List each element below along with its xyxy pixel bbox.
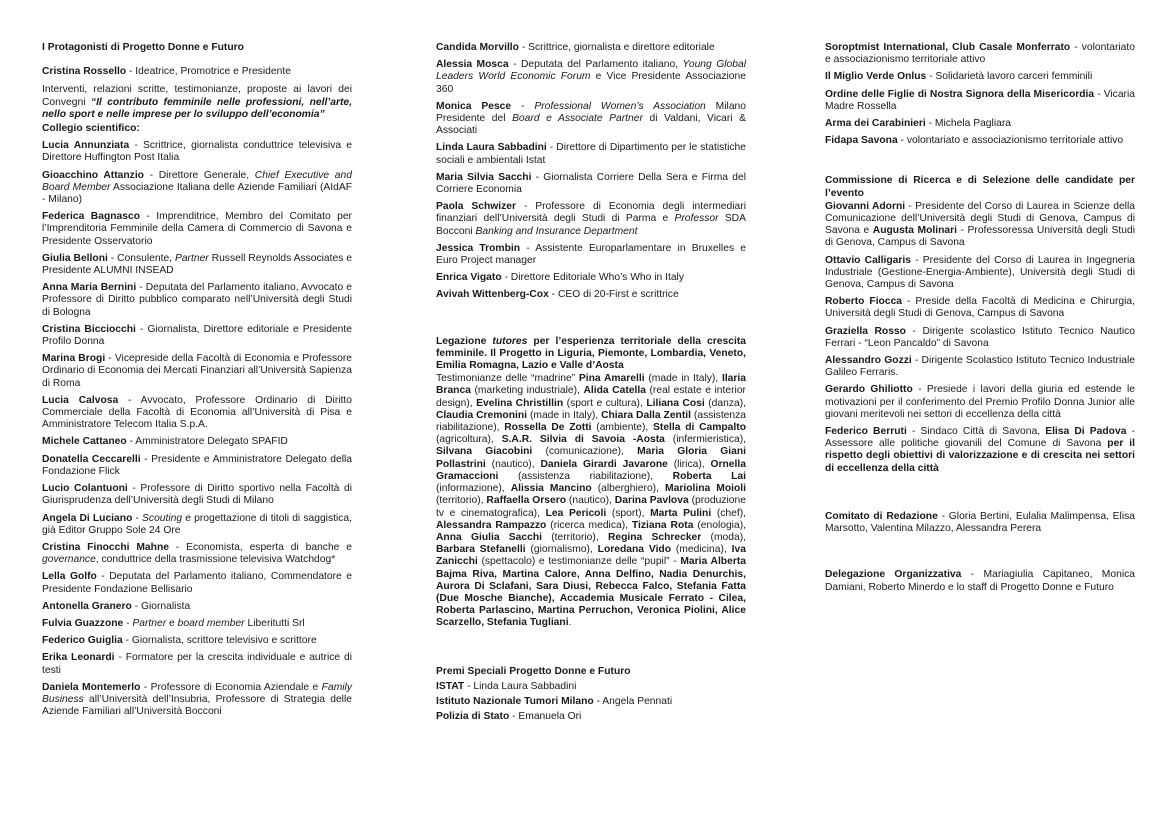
emphasis-run: Rossella De Zotti <box>504 422 592 434</box>
paragraph <box>436 59 746 96</box>
emphasis-run: Cristina Bicciocchi <box>42 323 136 335</box>
paragraph <box>825 71 1135 83</box>
emphasis-run: governance <box>42 554 96 566</box>
text-run: - <box>511 100 535 112</box>
text-run: (infermieristica), <box>664 434 746 446</box>
emphasis-run: Alessia Mosca <box>436 59 509 71</box>
text-run: Russell Reynolds Associates e Presidente ALUMNI INSEAD <box>42 252 352 277</box>
paragraph <box>825 255 1135 292</box>
column-middle <box>436 38 746 723</box>
emphasis-run: “Il contributo femminile nelle professioni, nell’arte, nello sport e nelle imprese per lo sviluppo dell’economia” <box>42 96 352 120</box>
text-run: - volontariato e associazionismo territoriale attivo <box>825 42 1135 66</box>
emphasis-run: S.A.R. Silvia di Savoia -Aosta <box>501 434 665 446</box>
paragraph <box>825 296 1135 320</box>
emphasis-run: Jessica Trombin <box>436 242 521 254</box>
text-run: - Gloria Bertini, Eulalia Malimpensa, Elisa Marsotto, Valentina Milazzo, Alessandra Perera <box>825 510 1135 535</box>
column-right <box>825 38 1135 594</box>
emphasis-run: Enrica Vigato <box>436 272 502 284</box>
emphasis-run: Loredana Vido <box>597 544 672 556</box>
paragraph <box>42 513 352 537</box>
emphasis-run: Elisa Di Padova <box>1045 426 1127 438</box>
text-run: - Imprenditrice, Membro del Comitato per l’Imprenditoria Femminile della Camera di Commercio di Savona e Presidente Osservatorio <box>42 211 352 247</box>
text-run: - Professoressa Università degli Studi di Genova, Campus di Savona <box>825 225 1135 249</box>
text-run: - Giornalista, scrittore televisivo e scrittore <box>122 635 317 647</box>
emphasis-run: Professional Women’s Association <box>534 100 706 112</box>
text-run: (assistenza riabilitazione), <box>436 409 747 434</box>
emphasis-run: Family Business <box>42 681 352 705</box>
paragraph <box>825 201 1135 250</box>
text-run: - Scrittrice, giornalista conduttrice televisiva e Direttore Huffington Post Italia <box>42 140 352 164</box>
text-run: - <box>132 512 143 524</box>
emphasis-run: Alida Catella <box>583 385 646 397</box>
paragraph <box>42 211 352 248</box>
emphasis-run: Legazione <box>436 335 493 347</box>
emphasis-run: Raffaella Orsero <box>486 495 567 507</box>
emphasis-run: Anna Giulia Sacchi <box>436 531 542 543</box>
text-run: (lirica), <box>667 458 711 470</box>
emphasis-run: Maria Silvia Sacchi <box>436 171 532 183</box>
emphasis-run: Pina Amarelli <box>578 373 645 385</box>
text-run: - volontariato e associazionismo territoriale attivo <box>897 135 1124 147</box>
text-run: e progettazione di titoli di saggistica, già Editor Gruppo Sole 24 Ore <box>42 512 352 536</box>
text-run: (ambiente), <box>591 422 654 434</box>
text-run: (giornalismo), <box>525 544 598 556</box>
text-run: - Presidente del Corso di Laurea in Ingegneria Industriale (Gestione-Energia-Ambiente), Università degli Studi di Genova, Campus di Savona <box>825 254 1135 291</box>
text-run: (danza), <box>704 397 747 409</box>
emphasis-run: Chief Executive and Board Member <box>42 169 352 193</box>
paragraph <box>436 666 746 678</box>
paragraph <box>825 384 1135 421</box>
emphasis-run: Claudia Cremonini <box>436 409 528 421</box>
text-run: (chef), <box>711 507 746 519</box>
emphasis-run: Erika Leonardi <box>42 652 115 664</box>
text-run: Liberitutti Srl <box>244 617 305 629</box>
emphasis-run: per il rispetto degli obiettivi di valorizzazione e di crescita nei settori di eccellenza della città <box>825 438 1135 474</box>
paragraph <box>825 326 1135 350</box>
paragraph <box>42 66 352 78</box>
text-run: - Deputata del Parlamento italiano, Commendatore e Presidente Fondazione Bellisario <box>42 571 352 595</box>
text-run: (sport e cultura), <box>563 397 647 409</box>
paragraph <box>825 135 1135 147</box>
emphasis-run: Evelina Christillin <box>476 397 564 409</box>
paragraph <box>436 681 746 693</box>
text-run: (spettacolo) e testimonianze delle “pupil” - <box>477 556 681 568</box>
paragraph <box>436 696 746 708</box>
emphasis-run: Silvana Giacobini <box>436 446 533 458</box>
emphasis-run: Il Miglio Verde Onlus <box>825 71 927 83</box>
emphasis-run: I Protagonisti di Progetto Donne e Futuro <box>42 42 244 53</box>
text-run: . <box>568 617 572 629</box>
emphasis-run: Gerardo Ghiliotto <box>825 384 913 396</box>
text-run: - Economista, esperta di banche e <box>168 541 352 553</box>
emphasis-run: Daniela Girardi Javarone <box>540 458 668 470</box>
paragraph <box>436 336 746 373</box>
emphasis-run: Partner <box>132 617 167 629</box>
text-run: - Giornalista, Direttore editoriale e Presidente Profilo Donna <box>42 323 352 348</box>
paragraph <box>42 542 352 566</box>
emphasis-run: Cristina Finocchi Mahne <box>42 541 169 553</box>
text-run: - Deputata del Parlamento italiano, <box>508 59 683 71</box>
text-run: all’Università dell’Insubria, Professore di Strategia delle Aziende Familiari all’Università Bocconi <box>42 693 352 718</box>
emphasis-run: Maria Alberta Bajma Riva, Martina Calore, Anna Delfino, Nadia Denurchis, Aurora Di Sclafani, Sara Diusi, Rebecca Falco, Stefania Fatta (Due Mosche Bianche), Accademia Musicale Ferrato - Cilea, Roberta Parlascino, Martina Perruchon, Veronica Piolini, Alice Scarzello, Stefania Tugliani <box>436 556 746 629</box>
paragraph <box>825 175 1135 199</box>
paragraph <box>42 170 352 207</box>
emphasis-run: per l’esperienza territoriale della crescita femminile. Il Progetto in Liguria, Piemonte, Lombardia, Veneto, Emilia Romagna, Lazio e Valle d’Aosta <box>436 335 746 372</box>
text-run: (made in Italy), <box>527 409 602 421</box>
emphasis-run: Paola Schwizer <box>436 201 517 213</box>
paragraph <box>436 142 746 166</box>
text-run: - Formatore per la crescita individuale e autrice di testi <box>42 652 352 676</box>
paragraph <box>42 436 352 448</box>
emphasis-run: Ornella Gramaccioni <box>436 458 746 482</box>
emphasis-run: board member <box>177 617 245 629</box>
emphasis-run: Alessandra Rampazzo <box>436 519 547 531</box>
paragraph <box>825 118 1135 130</box>
emphasis-run: Lucia Calvosa <box>42 394 119 406</box>
text-run: - Linda Laura Sabbadini <box>464 680 577 692</box>
text-run: di Valdani, Vicari & Associati <box>436 113 746 137</box>
emphasis-run: Regina Schrecker <box>607 531 702 543</box>
text-run: - Mariagiulia Capitaneo, Monica Damiani, Roberto Minerdo e lo staff di Progetto Donne e Futuro <box>825 569 1135 593</box>
text-run: (moda), <box>701 531 746 543</box>
paragraph <box>42 571 352 595</box>
emphasis-run: Federico Guiglia <box>42 635 123 647</box>
emphasis-run: Delegazione Organizzativa <box>825 569 962 581</box>
paragraph <box>436 101 746 138</box>
emphasis-run: Fidapa Savona <box>825 135 898 147</box>
text-run: - Scrittrice, giornalista e direttore editoriale <box>518 42 715 53</box>
paragraph <box>436 272 746 284</box>
paragraph <box>825 511 1135 535</box>
emphasis-run: Board e Associate Partner <box>512 113 643 125</box>
paragraph <box>825 426 1135 475</box>
text-run: - Amministratore Delegato SPAFID <box>126 436 288 448</box>
paragraph <box>42 84 352 121</box>
paragraph <box>42 682 352 719</box>
paragraph <box>436 42 746 54</box>
emphasis-run: Daniela Montemerlo <box>42 681 141 693</box>
emphasis-run: ISTAT <box>436 680 465 692</box>
emphasis-run: Stella di Campalto <box>653 422 746 434</box>
emphasis-run: Avivah Wittenberg-Cox <box>436 289 549 301</box>
emphasis-run: Premi Speciali Progetto Donne e Futuro <box>436 665 631 677</box>
text-run: (informazione), <box>436 483 511 495</box>
text-run: - Michela Pagliara <box>925 118 1011 130</box>
text-run: - Direttore Generale, <box>143 169 255 181</box>
text-run: - Presidente e Amministratore Delegato della Fondazione Flick <box>42 453 352 477</box>
paragraph <box>42 483 352 507</box>
text-run: (nautico), <box>566 495 615 507</box>
text-run: - Professore di Diritto sportivo nella Facoltà di Giurisprudenza dell’Università degli Studi di Milano <box>42 483 352 507</box>
text-run: (enologia), <box>693 519 746 531</box>
emphasis-run: Anna Maria Bernini <box>42 282 137 294</box>
emphasis-run: Tiziana Rota <box>631 519 694 531</box>
text-run: , conduttrice della trasmissione televisiva Watchdog* <box>95 554 336 566</box>
paragraph <box>825 355 1135 379</box>
emphasis-run: Federico Berruti <box>825 426 907 438</box>
emphasis-run: Chiara Dalla Zentil <box>601 409 692 421</box>
emphasis-run: Darina Pavlova <box>614 495 689 507</box>
text-run: (sport), <box>606 507 651 519</box>
paragraph <box>42 601 352 613</box>
emphasis-run: Candida Morvillo <box>436 42 519 53</box>
emphasis-run: Lucia Annunziata <box>42 140 130 152</box>
emphasis-run: Roberto Fiocca <box>825 296 903 308</box>
paragraph <box>436 373 746 629</box>
emphasis-run: Gioacchino Attanzio <box>42 169 144 181</box>
text-run: e Vice Presidente Associazione 360 <box>436 71 746 95</box>
text-run: (ricerca medica), <box>546 519 632 531</box>
emphasis-run: Donatella Ceccarelli <box>42 453 141 465</box>
paragraph <box>436 201 746 238</box>
text-run: - Direttore di Dipartimento per le statistiche sociali e ambientali Istat <box>436 142 747 166</box>
emphasis-run: Mariolina Moioli <box>665 483 746 495</box>
text-run: - Professore di Economia Aziendale e <box>140 681 322 693</box>
text-run: (made in Italy), <box>644 373 722 385</box>
text-run: (alberghiero), <box>591 483 666 495</box>
emphasis-run: Marina Brogi <box>42 353 106 365</box>
emphasis-run: Lella Golfo <box>42 571 97 583</box>
paragraph <box>436 289 746 301</box>
text-run: (produzione tv e cinematografica), <box>436 495 746 519</box>
text-run: (marketing industriale), <box>470 385 584 397</box>
emphasis-run: Banking and Insurance Department <box>475 225 638 237</box>
emphasis-run: Collegio scientifico: <box>42 123 140 135</box>
paragraph <box>42 123 352 135</box>
text-run: (medicina), <box>671 544 732 556</box>
text-run: - Assessore alle politiche giovanili del Comune di Savona <box>825 426 1135 450</box>
text-run: (comunicazione), <box>532 446 638 458</box>
text-run: - Dirigente Scolastico Istituto Tecnico Industriale Galileo Ferraris. <box>825 355 1135 379</box>
text-run: - Vicepreside della Facoltà di Economia e Professore Ordinario di Economia dei Mercati Finanziari all’Università Sapienza di Roma <box>42 353 352 389</box>
emphasis-run: Monica Pesce <box>436 100 512 112</box>
text-run: - Consulente, <box>107 252 175 264</box>
text-run: - Presidente del Corso di Laurea in Scienze della Comunicazione dell’Università degli Studi di Genova, Campus di Savona e <box>825 200 1135 237</box>
emphasis-run: Professor <box>674 213 719 225</box>
text-run: - Presiede i lavori della giuria ed estende le motivazioni per il conferimento del Premio Profilo Donna Junior alle giovani meritevoli nei settori di eccellenza della città <box>825 384 1135 420</box>
emphasis-run: Commissione di Ricerca e di Selezione delle candidate per l’evento <box>825 175 1135 199</box>
text-run: - Giornalista Corriere Della Sera e Firma del Corriere Economia <box>436 171 746 196</box>
column-left <box>42 38 352 718</box>
emphasis-run: Istituto Nazionale Tumori Milano <box>436 695 594 707</box>
paragraph <box>42 635 352 647</box>
emphasis-run: Polizia di Stato <box>436 711 510 723</box>
text-run: - Vicaria Madre Rossella <box>825 88 1135 112</box>
emphasis-run: Young Global Leaders World Economic Forum <box>436 59 746 83</box>
paragraph <box>825 569 1135 593</box>
text-run: - Direttore Editoriale Who’s Who in Italy <box>501 272 684 284</box>
paragraph <box>436 243 746 267</box>
text-run: - Giornalista <box>131 600 191 612</box>
emphasis-run: Ilaria Branca <box>436 373 746 397</box>
text-run: - Avvocato, Professore Ordinario di Diritto Commerciale della Facoltà di Economia all’Università di Pisa e Amministratore Telecom Italia S.p.A. <box>42 394 352 431</box>
emphasis-run: Giovanni Adorni <box>825 200 906 212</box>
emphasis-run: Antonella Granero <box>42 600 132 612</box>
text-run: - Ideatrice, Promotrice e Presidente <box>126 66 291 78</box>
paragraph <box>42 454 352 478</box>
emphasis-run: Graziella Rosso <box>825 325 906 337</box>
text-run: (nautico), <box>485 458 541 470</box>
emphasis-run: Marta Pulini <box>650 507 712 519</box>
emphasis-run: Iva Zanicchi <box>436 544 746 568</box>
text-run: (real estate e interior design), <box>436 385 746 409</box>
text-run: - Emanuela Ori <box>509 711 582 723</box>
text-run: e <box>166 617 178 629</box>
text-run: - Deputata del Parlamento italiano, Avvocato e Professore di Diritto pubblico comparato nell’Università degli Studi di Bologna <box>42 282 352 318</box>
paragraph <box>42 140 352 164</box>
text-run: Interventi, relazioni scritte, testimonianze, proposte ai lavori dei Convegni <box>42 84 352 108</box>
text-run: - CEO di 20-First e scrittrice <box>548 289 679 301</box>
text-run: - Angela Pennati <box>593 695 673 707</box>
emphasis-run: Lea Pericoli <box>545 507 607 519</box>
emphasis-run: Alissia Mancino <box>510 483 592 495</box>
text-run: Testimonianze delle “madrine” <box>436 373 579 385</box>
emphasis-run: Soroptmist International, Club Casale Monferrato <box>825 42 1071 53</box>
paragraph <box>436 711 746 723</box>
emphasis-run: Ordine delle Figlie di Nostra Signora della Misericordia <box>825 88 1095 100</box>
emphasis-run: Liliana Cosi <box>646 397 705 409</box>
emphasis-run: Ottavio Calligaris <box>825 254 911 266</box>
text-run: (agricoltura), <box>436 434 502 446</box>
paragraph <box>42 253 352 277</box>
emphasis-run: Cristina Rossello <box>42 66 127 78</box>
emphasis-run: Federica Bagnasco <box>42 211 140 223</box>
paragraph <box>42 652 352 676</box>
emphasis-run: tutores <box>492 335 528 347</box>
emphasis-run: Alessandro Gozzi <box>825 355 912 367</box>
text-run: SDA Bocconi <box>436 213 746 237</box>
paragraph <box>825 42 1135 66</box>
text-run: - Preside della Facoltà di Medicina e Chirurgia, Università degli Studi di Genova, Campus di Savona <box>825 296 1135 320</box>
emphasis-run: Linda Laura Sabbadini <box>436 142 547 154</box>
text-run: (territorio), <box>436 495 487 507</box>
paragraph <box>825 89 1135 113</box>
emphasis-run: Angela Di Luciano <box>42 512 133 524</box>
text-run: - Dirigente scolastico Istituto Tecnico Nautico Ferrari - “Leon Pancaldo” di Savona <box>825 325 1135 349</box>
text-run: (territorio), <box>542 531 608 543</box>
emphasis-run: Partner <box>174 252 209 264</box>
text-run: Milano Presidente del <box>436 100 746 125</box>
emphasis-run: Scouting <box>142 512 183 524</box>
emphasis-run: Maria Gloria Giani Pollastrini <box>436 446 746 470</box>
paragraph <box>436 172 746 196</box>
text-run: - Assistente Europarlamentare in Bruxelles e Euro Project manager <box>436 242 746 267</box>
paragraph <box>42 324 352 348</box>
emphasis-run: Comitato di Redazione <box>825 510 938 522</box>
text-run: - Solidarietà lavoro carceri femminili <box>926 71 1093 83</box>
emphasis-run: Lucio Colantuoni <box>42 483 128 495</box>
emphasis-run: Fulvia Guazzone <box>42 617 124 629</box>
text-run: Associazione Italiana delle Aziende Familiari (AIdAF - Milano) <box>42 181 352 206</box>
emphasis-run: Barbara Stefanelli <box>436 544 526 556</box>
emphasis-run: Roberta Lai <box>672 470 746 482</box>
text-run: - <box>123 617 133 629</box>
emphasis-run: Michele Cattaneo <box>42 436 127 448</box>
text-run: - Professore di Economia degli intermediari finanziari dell’Università degli Studi di Parma e <box>436 201 746 225</box>
emphasis-run: Augusta Molinari <box>872 225 957 237</box>
emphasis-run: Arma dei Carabinieri <box>825 118 926 130</box>
emphasis-run: Giulia Belloni <box>42 252 108 264</box>
text-run: (assistenza riabilitazione), <box>498 470 673 482</box>
paragraph <box>42 395 352 432</box>
paragraph <box>42 282 352 319</box>
paragraph <box>42 353 352 390</box>
paragraph <box>42 618 352 630</box>
text-run: - Sindaco Città di Savona, <box>906 426 1046 438</box>
paragraph <box>42 42 352 54</box>
